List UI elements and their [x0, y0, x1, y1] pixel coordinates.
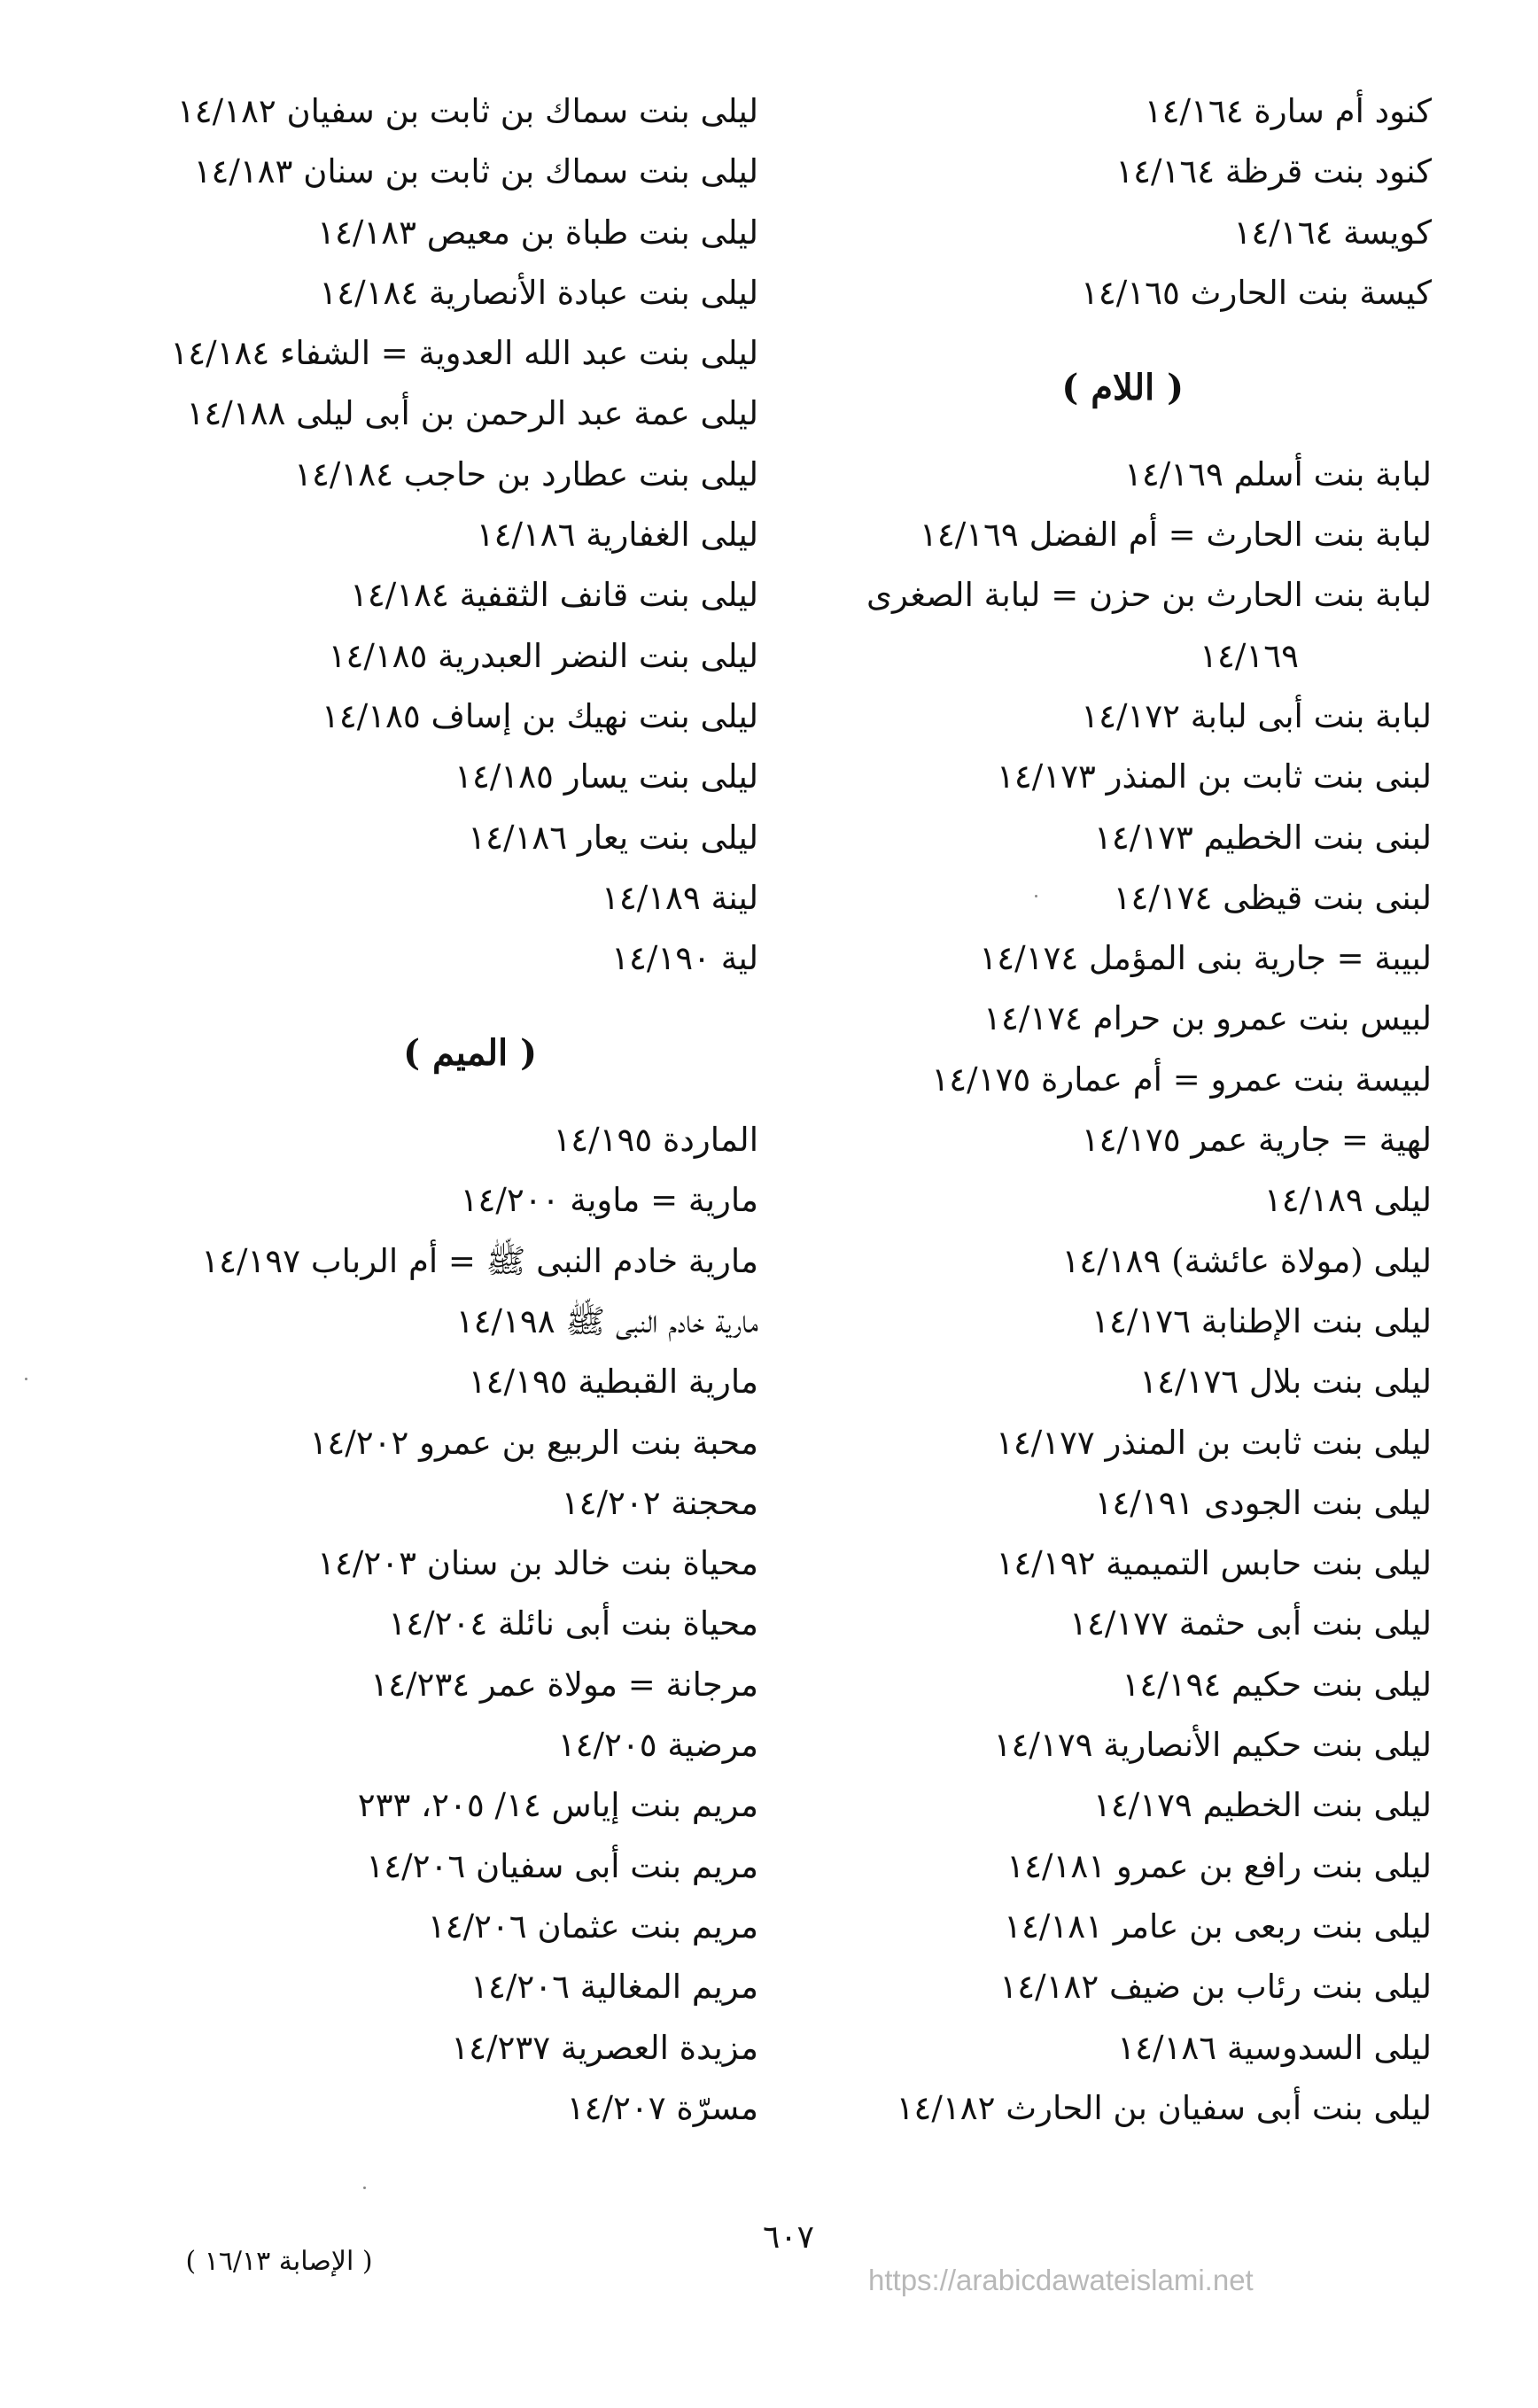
scan-speck [363, 2187, 366, 2189]
index-entry: كويسة ١٤/١٦٤ [1233, 213, 1432, 252]
index-entry: مريم بنت أبى سفيان ١٤/٢٠٦ [366, 1846, 758, 1885]
index-entry: مريم المغالية ١٤/٢٠٦ [470, 1968, 758, 2007]
index-column-left [85, 82, 758, 2139]
index-entry: لبنى بنت ثابت بن المنذر ١٤/١٧٣ [997, 757, 1432, 796]
index-entry: ليلى بنت قانف الثقفية ١٤/١٨٤ [350, 576, 758, 615]
index-entry: محياة بنت خالد بن سنان ١٤/٢٠٣ [317, 1544, 758, 1583]
index-entry: ليلى بنت رئاب بن ضيف ١٤/١٨٢ [999, 1968, 1432, 2007]
index-entry: ليلى السدوسية ١٤/١٨٦ [1117, 2028, 1432, 2067]
index-entry: ليلى بنت حكيم الأنصارية ١٤/١٧٩ [993, 1726, 1432, 1765]
index-entry: ليلى بنت يعار ١٤/١٨٦ [468, 818, 758, 857]
index-entry: ليلى بنت طباة بن معيص ١٤/١٨٣ [317, 213, 758, 252]
page-number: ٦٠٧ [762, 2219, 814, 2256]
index-entry: لبيسة بنت عمرو = أم عمارة ١٤/١٧٥ [931, 1060, 1432, 1099]
index-entry: مارية = ماوية ١٤/٢٠٠ [460, 1181, 758, 1220]
index-entry-wrapped-line2: ١٤/١٦٩ [1200, 636, 1299, 675]
index-entry: مريم بنت عثمان ١٤/٢٠٦ [427, 1907, 758, 1946]
index-entry: لهية = جارية عمر ١٤/١٧٥ [1081, 1121, 1432, 1160]
index-entry: كنود أم سارة ١٤/١٦٤ [1144, 92, 1432, 130]
index-entry: ليلى الغفارية ١٤/١٨٦ [476, 516, 758, 555]
index-entry: ليلى بنت عطارد بن حاجب ١٤/١٨٤ [294, 454, 758, 493]
index-entry: ليلى بنت عبادة الأنصارية ١٤/١٨٤ [319, 273, 758, 312]
index-entry: مارية خادم النبى ﷺ ١٤/١٩٨ [455, 1301, 758, 1340]
index-entry: لبنى بنت الخطيم ١٤/١٧٣ [1094, 818, 1432, 857]
scan-speck [1035, 895, 1037, 897]
index-entry: ليلى بنت أبى حثمة ١٤/١٧٧ [1069, 1604, 1432, 1643]
index-entry: ليلى بنت حابس التميمية ١٤/١٩٢ [996, 1544, 1432, 1583]
index-entry: لبابة بنت الحارث = أم الفضل ١٤/١٦٩ [919, 516, 1432, 555]
index-entry: مارية القبطية ١٤/١٩٥ [468, 1363, 758, 1402]
index-entry: ليلى بنت عبد الله العدوية = الشفاء ١٤/١٨٤ [170, 334, 758, 373]
index-entry: ليلى ١٤/١٨٩ [1263, 1181, 1432, 1220]
index-entry: لينة ١٤/١٨٩ [601, 878, 758, 917]
index-entry: الماردة ١٤/١٩٥ [553, 1121, 758, 1160]
index-entry: ليلى عمة عبد الرحمن بن أبى ليلى ١٤/١٨٨ [186, 394, 758, 433]
section-heading-mim: ( الميم ) [403, 1032, 537, 1075]
index-entry: مرضية ١٤/٢٠٥ [557, 1726, 758, 1765]
index-column-right [758, 82, 1432, 2139]
source-reference: ( الإصابة ١٦/١٣ ) [185, 2246, 373, 2277]
index-entry: ليلى بنت النضر العبدرية ١٤/١٨٥ [328, 636, 758, 675]
index-entry: ليلى بنت الجودى ١٤/١٩١ [1094, 1483, 1432, 1522]
index-entry: محجنة ١٤/٢٠٢ [561, 1483, 758, 1522]
scan-speck [25, 1378, 27, 1380]
index-entry: ليلى بنت الخطيم ١٤/١٧٩ [1092, 1786, 1432, 1825]
index-entry: لبنى بنت قيظى ١٤/١٧٤ [1113, 878, 1432, 917]
index-entry: لية ١٤/١٩٠ [611, 939, 758, 978]
index-entry: كيسة بنت الحارث ١٤/١٦٥ [1081, 273, 1432, 312]
index-entry: ليلى بنت ربعى بن عامر ١٤/١٨١ [1004, 1907, 1432, 1946]
index-entry: كنود بنت قرظة ١٤/١٦٤ [1115, 152, 1432, 191]
index-entry: محبة بنت الربيع بن عمرو ١٤/٢٠٢ [309, 1423, 758, 1462]
index-entry: ليلى بنت أبى سفيان بن الحارث ١٤/١٨٢ [896, 2088, 1432, 2127]
index-entry: مسرّة ١٤/٢٠٧ [566, 2088, 758, 2127]
index-entry: مارية خادم النبى ﷺ = أم الرباب ١٤/١٩٧ [201, 1241, 758, 1280]
index-entry: مريم بنت إياس ١٤/ ٢٠٥، ٢٣٣ [357, 1786, 758, 1825]
index-entry: ليلى بنت ثابت بن المنذر ١٤/١٧٧ [995, 1423, 1432, 1462]
index-entry: محياة بنت أبى نائلة ١٤/٢٠٤ [388, 1604, 758, 1643]
index-entry: ليلى بنت الإطنابة ١٤/١٧٦ [1091, 1301, 1432, 1340]
index-entry: لبابة بنت أبى لبابة ١٤/١٧٢ [1081, 696, 1432, 735]
index-entry-wrapped-line1: لبابة بنت الحارث بن حزن = لبابة الصغرى [866, 576, 1432, 615]
index-entry: لبابة بنت أسلم ١٤/١٦٩ [1124, 454, 1432, 493]
index-entry: ليلى بنت سماك بن ثابت بن سنان ١٤/١٨٣ [193, 152, 758, 191]
index-entry: ليلى (مولاة عائشة) ١٤/١٨٩ [1061, 1241, 1432, 1280]
index-entry: ليلى بنت رافع بن عمرو ١٤/١٨١ [1006, 1846, 1432, 1885]
index-entry: مزيدة العصرية ١٤/٢٣٧ [451, 2028, 758, 2067]
index-entry: مرجانة = مولاة عمر ١٤/٢٣٤ [370, 1665, 758, 1704]
index-entry: لبيس بنت عمرو بن حرام ١٤/١٧٤ [983, 999, 1432, 1038]
index-entry: ليلى بنت حكيم ١٤/١٩٤ [1122, 1665, 1432, 1704]
index-entry: ليلى بنت نهيك بن إساف ١٤/١٨٥ [321, 696, 758, 735]
index-entry: ليلى بنت بلال ١٤/١٧٦ [1139, 1363, 1432, 1402]
index-entry: ليلى بنت يسار ١٤/١٨٥ [454, 757, 758, 796]
index-entry: ليلى بنت سماك بن ثابت بن سفيان ١٤/١٨٢ [176, 92, 758, 130]
watermark-url: https://arabicdawateislami.net [868, 2264, 1254, 2296]
section-heading-lam: ( اللام ) [1061, 367, 1184, 409]
index-entry: لبيبة = جارية بنى المؤمل ١٤/١٧٤ [979, 939, 1432, 978]
